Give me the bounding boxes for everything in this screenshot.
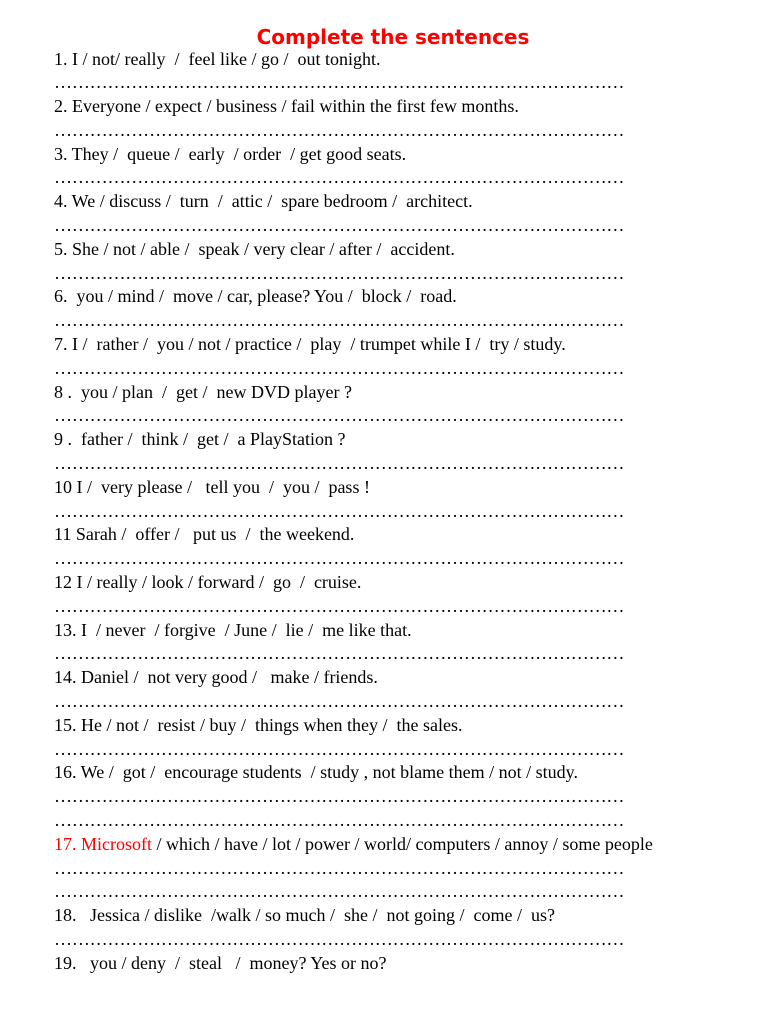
- answer-line[interactable]: ……………………………………………………………………………………: [54, 262, 625, 283]
- sentence-prompt: [54, 143, 768, 167]
- sentence-text: 8 . you / plan / get / new DVD player ?: [54, 381, 352, 402]
- sentence-text: 3. They / queue / early / order / get good seats.: [54, 143, 407, 164]
- highlighted-subject: 17. Microsoft: [54, 833, 152, 854]
- sentence-prompt: [54, 666, 768, 690]
- answer-line[interactable]: ……………………………………………………………………………………: [54, 72, 625, 93]
- answer-line[interactable]: ……………………………………………………………………………………: [54, 215, 625, 236]
- sentence-prompt: [54, 48, 768, 72]
- sentence-text: 13. I / never / forgive / June / lie / me like that.: [54, 619, 412, 640]
- answer-line[interactable]: ……………………………………………………………………………………: [54, 405, 625, 426]
- sentence-text: 7. I / rather / you / not / practice / play / trumpet while I / try / study.: [54, 334, 566, 355]
- sentence-prompt: [54, 833, 768, 857]
- answer-line[interactable]: ……………………………………………………………………………………: [54, 548, 625, 569]
- answer-line[interactable]: ……………………………………………………………………………………: [54, 500, 625, 521]
- sentence-prompt: [54, 952, 768, 976]
- sentence-prompt: [54, 333, 768, 357]
- sentence-text: 1. I / not/ really / feel like / go / out tonight.: [54, 48, 381, 69]
- answer-line[interactable]: ……………………………………………………………………………………: [54, 738, 625, 759]
- sentence-text: 10 I / very please / tell you / you / pass !: [54, 476, 370, 497]
- sentence-text: 14. Daniel / not very good / make / friends.: [54, 667, 378, 688]
- answer-line[interactable]: ……………………………………………………………………………………: [54, 881, 625, 902]
- sentence-prompt: [54, 190, 768, 214]
- sentence-text: 19. you / deny / steal / money? Yes or no?: [54, 952, 387, 973]
- sentence-prompt: [54, 761, 768, 785]
- answer-line[interactable]: ……………………………………………………………………………………: [54, 643, 625, 664]
- answer-line[interactable]: ……………………………………………………………………………………: [54, 857, 625, 878]
- sentence-text: 4. We / discuss / turn / attic / spare bedroom / architect.: [54, 191, 473, 212]
- sentence-list: [54, 48, 768, 976]
- sentence-prompt: [54, 619, 768, 643]
- sentence-prompt: [54, 571, 768, 595]
- sentence-prompt: [54, 904, 768, 928]
- sentence-text: / which / have / lot / power / world/ computers / annoy / some people: [152, 833, 653, 854]
- answer-line[interactable]: ……………………………………………………………………………………: [54, 167, 625, 188]
- sentence-text: 12 I / really / look / forward / go / cruise.: [54, 572, 362, 593]
- sentence-text: 15. He / not / resist / buy / things when they / the sales.: [54, 714, 463, 735]
- sentence-prompt: [54, 381, 768, 405]
- answer-line[interactable]: ……………………………………………………………………………………: [54, 786, 625, 807]
- sentence-prompt: [54, 476, 768, 500]
- sentence-prompt: [54, 238, 768, 262]
- sentence-text: 16. We / got / encourage students / study , not blame them / not / study.: [54, 762, 578, 783]
- answer-line[interactable]: ……………………………………………………………………………………: [54, 119, 625, 140]
- answer-line[interactable]: ……………………………………………………………………………………: [54, 928, 625, 949]
- answer-line[interactable]: ……………………………………………………………………………………: [54, 595, 625, 616]
- sentence-prompt: [54, 95, 768, 119]
- sentence-text: 6. you / mind / move / car, please? You / block / road.: [54, 286, 457, 307]
- worksheet-title: Complete the sentences: [256, 25, 530, 49]
- sentence-prompt: [54, 523, 768, 547]
- sentence-text: 5. She / not / able / speak / very clear / after / accident.: [54, 238, 455, 259]
- sentence-prompt: [54, 285, 768, 309]
- sentence-text: 9 . father / think / get / a PlayStation ?: [54, 429, 346, 450]
- sentence-prompt: [54, 714, 768, 738]
- answer-line[interactable]: ……………………………………………………………………………………: [54, 453, 625, 474]
- sentence-text: 11 Sarah / offer / put us / the weekend.: [54, 524, 355, 545]
- sentence-text: 18. Jessica / dislike /walk / so much / she / not going / come / us?: [54, 905, 555, 926]
- answer-line[interactable]: ……………………………………………………………………………………: [54, 691, 625, 712]
- answer-line[interactable]: ……………………………………………………………………………………: [54, 810, 625, 830]
- sentence-prompt: [54, 428, 768, 452]
- answer-line[interactable]: ……………………………………………………………………………………: [54, 357, 625, 378]
- answer-line[interactable]: ……………………………………………………………………………………: [54, 310, 625, 331]
- sentence-text: 2. Everyone / expect / business / fail within the first few months.: [54, 96, 519, 117]
